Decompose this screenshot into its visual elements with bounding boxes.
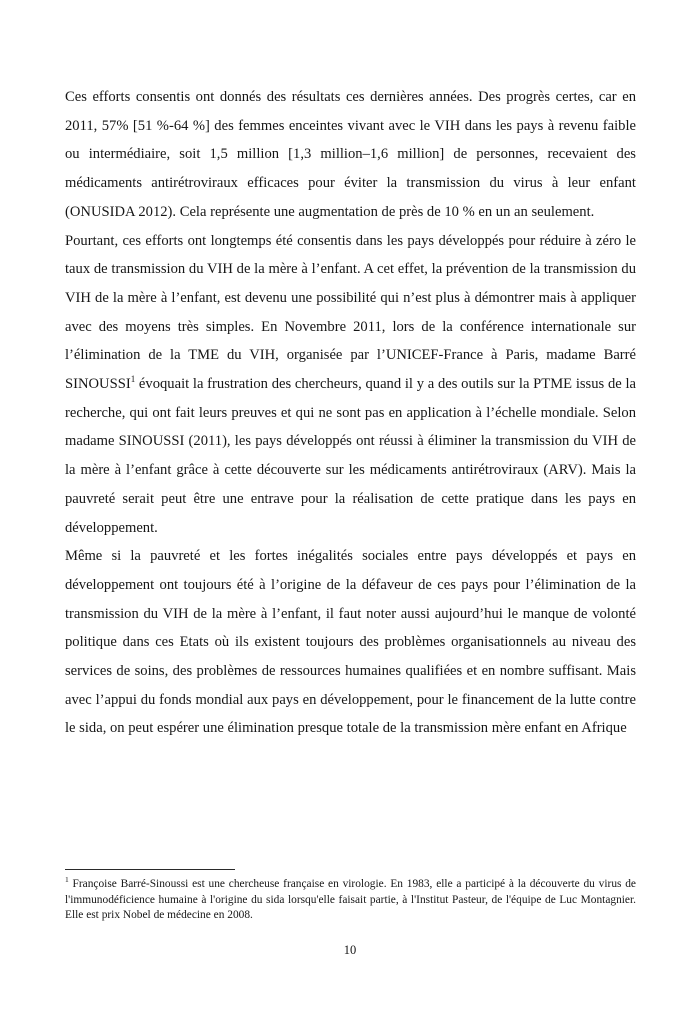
paragraph-2-text-before-ref: Pourtant, ces efforts ont longtemps été consentis dans les pays développés pour réduire à zéro le taux de transmission du VIH de la mère à l’enfant. A cet effet, la prévention de la transmission du VIH de la mère à l’enfant, est devenu une possibilité qui n’est plus à démontrer mais à appliquer avec des moyens très simples. En Novembre 2011, lors de la conférence internationale sur l’élimination de la TME du VIH, organisée par l’UNICEF-France à Paris, madame Barré SINOUSSI [65, 232, 636, 393]
footnote-separator [65, 869, 235, 870]
paragraph-3: Même si la pauvreté et les fortes inégalités sociales entre pays développés et pays en développement ont toujours été à l’origine de la défaveur de ces pays pour l’élimination de la transmission du VIH de la mère à l’enfant, il faut noter aussi aujourd’hui le manque de volonté politique dans ces Etats où ils existent toujours des problèmes organisationnels au niveau des services de soins, des problèmes de ressources humaines qualifiées et en nombre suffisant. Mais avec l’appui du fonds mondial aux pays en développement, pour le financement de la lutte contre le sida, on peut espérer une élimination presque totale de la transmission mère enfant en Afrique [65, 548, 636, 737]
footnote [65, 877, 636, 924]
page-body [65, 83, 636, 743]
paragraph-2-text-after-ref: évoquait la frustration des chercheurs, quand il y a des outils sur la PTME issus de la recherche, qui ont fait leurs preuves et qui ne sont pas en application à l’échelle mondiale. Selon madame SINOUSSI (2011), les pays développés ont réussi à éliminer la transmission du VIH de la mère à l’enfant grâce à cette découverte sur les médicaments antirétroviraux (ARV). Mais la pauvreté serait peut être une entrave pour la réalisation de cette pratique dans les pays en développement. [65, 376, 636, 536]
paragraph-1: Ces efforts consentis ont donnés des résultats ces dernières années. Des progrès certes, car en 2011, 57% [51 %-64 %] des femmes enceintes vivant avec le VIH dans les pays à revenu faible ou intermédiaire, soit 1,5 million [1,3 million–1,6 million] de personnes, recevaient des médicaments antirétroviraux efficaces pour éviter la transmission du virus à leur enfant (ONUSIDA 2012). Cela représente une augmentation de près de 10 % en un an seulement. [65, 89, 636, 220]
paragraph-2 [65, 227, 636, 543]
footnote-reference: 1 [130, 374, 136, 385]
footnote-marker: 1 [65, 875, 69, 885]
page-number: 10 [343, 943, 357, 957]
footnote-area [65, 869, 636, 924]
footnote-text: Françoise Barré-Sinoussi est une chercheuse française en virologie. En 1983, elle a participé à la découverte du virus de l'immunodéficience humaine à l'origine du sida lorsqu'elle faisait partie, à l'Institut Pasteur, de l'équipe de Luc Montagnier. Elle est prix Nobel de médecine en 2008. [65, 878, 636, 922]
